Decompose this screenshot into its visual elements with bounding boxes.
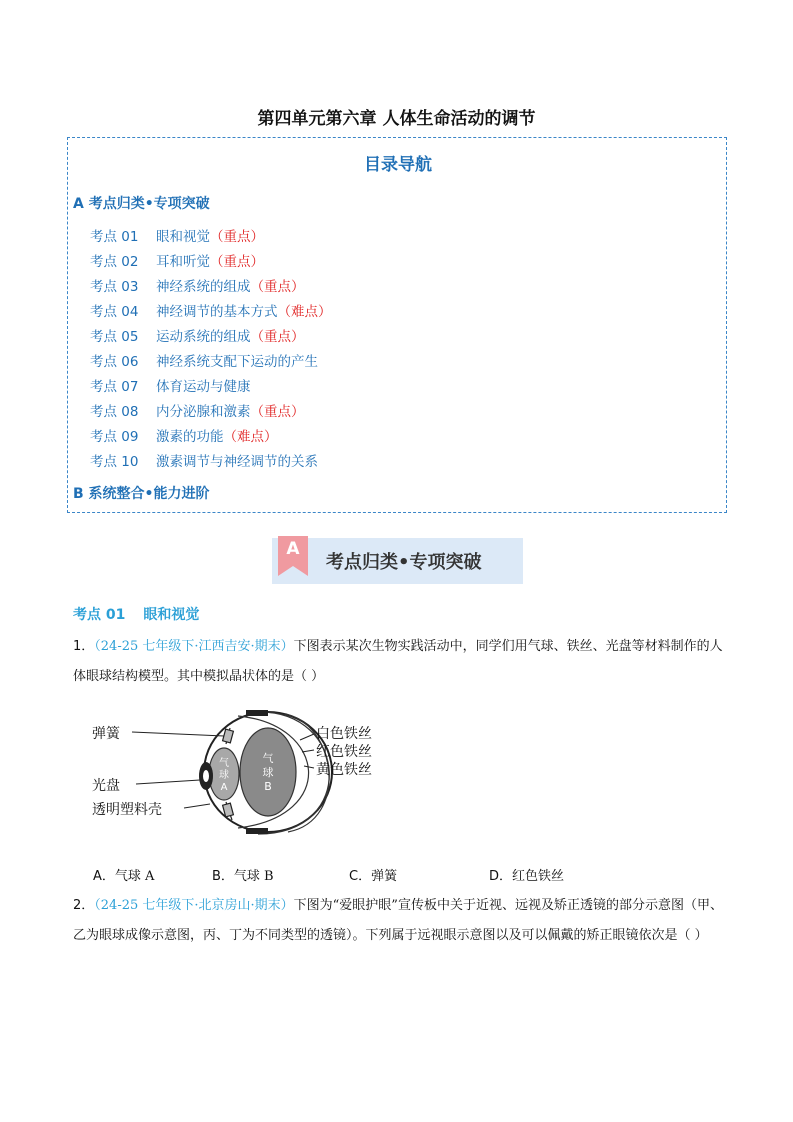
spring-bottom <box>223 802 234 820</box>
balloon-a-label: 气 <box>219 758 229 769</box>
label-spring: 弹簧 <box>92 726 120 742</box>
balloon-a-label: 球 <box>219 770 229 781</box>
question-source: （24-25 七年级下·江西吉安·期末） <box>94 639 294 654</box>
toc-heading: 目录导航 <box>364 155 432 175</box>
option-c[interactable]: C．弹簧 <box>349 869 398 884</box>
label-yellow-wire: 黄色铁丝 <box>316 762 372 778</box>
banner-text: 考点归类•专项突破 <box>326 552 482 573</box>
section-banner <box>272 536 523 584</box>
toc-item[interactable]: 考点 09 激素的功能（难点） <box>90 429 278 445</box>
toc-item[interactable]: 考点 03 神经系统的组成（重点） <box>90 279 305 295</box>
question-1 <box>73 632 729 692</box>
label-shell: 透明塑料壳 <box>92 802 162 818</box>
label-red-wire: 红色铁丝 <box>316 744 372 760</box>
toc-item[interactable]: 考点 04 神经调节的基本方式（难点） <box>90 304 332 320</box>
toc-section-a[interactable]: A 考点归类•专项突破 <box>73 196 210 212</box>
toc-section-b[interactable]: B 系统整合•能力进阶 <box>73 486 210 502</box>
question-number: 1． <box>73 639 95 654</box>
banner-letter: A <box>286 539 300 559</box>
toc-item[interactable]: 考点 07 体育运动与健康 <box>90 379 251 395</box>
balloon-b-label: 球 <box>262 766 274 779</box>
question-source: （24-25 七年级下·北京房山·期末） <box>94 898 294 913</box>
balloon-a-label: A <box>220 782 228 793</box>
option-a[interactable]: A．气球 A <box>93 869 155 884</box>
option-d[interactable]: D．红色铁丝 <box>489 869 565 884</box>
question-2 <box>73 891 729 951</box>
balloon-b-label: 气 <box>262 752 274 765</box>
toc-item[interactable]: 考点 02 耳和听觉（重点） <box>90 254 264 270</box>
eyeball-model-figure <box>88 700 408 850</box>
balloon-b-label: B <box>264 780 272 793</box>
toc-item[interactable]: 考点 10 激素调节与神经调节的关系 <box>90 454 318 470</box>
toc-item[interactable]: 考点 05 运动系统的组成（重点） <box>90 329 305 345</box>
label-white-wire: 白色铁丝 <box>316 726 372 742</box>
question-text: 下图为“爱眼护眼”宣传板中关于近视、远视及矫正透镜的部分示意图（甲、乙为眼球成像示意图，丙、丁为不同类型的透镜）。下列属于远视眼示意图以及可以佩戴的矫正眼镜依次是（ ） <box>73 898 723 943</box>
question-number: 2． <box>73 898 95 913</box>
toc-item[interactable]: 考点 08 内分泌腺和激素（重点） <box>90 404 305 420</box>
page-title: 第四单元第六章 人体生命活动的调节 <box>257 109 536 129</box>
toc-box <box>67 137 727 513</box>
toc-item[interactable]: 考点 06 神经系统支配下运动的产生 <box>90 354 318 370</box>
question-text: 下图表示某次生物实践活动中，同学们用气球、铁丝、光盘等材料制作的人体眼球结构模型。其中模拟晶状体的是（ ） <box>73 639 723 684</box>
spring-top <box>223 728 234 744</box>
option-b[interactable]: B．气球 B <box>212 869 274 884</box>
kaodian-heading: 考点 01 眼和视觉 <box>73 607 200 623</box>
toc-item[interactable]: 考点 01 眼和视觉（重点） <box>90 229 264 245</box>
label-disc: 光盘 <box>92 778 120 794</box>
